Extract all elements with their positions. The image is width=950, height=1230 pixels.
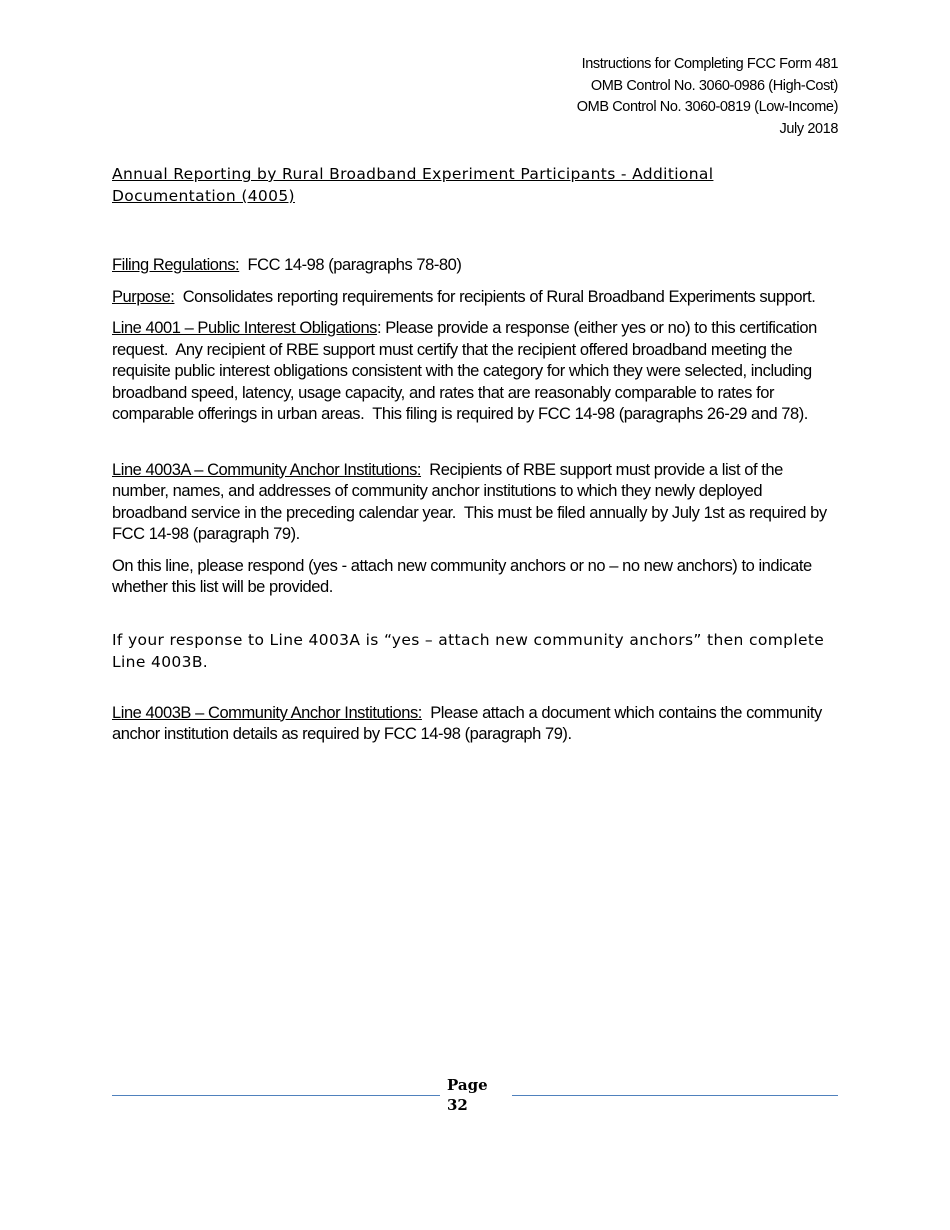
line-4003b-text: Please attach a document which contains the community anchor institution details as required by FCC 14-98 (paragraph 79). (112, 703, 826, 743)
header-omb-low-income: OMB Control No. 3060-0819 (Low-Income) (576, 99, 838, 115)
conditional-note: If your response to Line 4003A is “yes – attach new community anchors” then complete Line 4003B. (112, 630, 825, 671)
purpose-text: Consolidates reporting requirements for recipients of Rural Broadband Experiments support. (174, 287, 816, 306)
line-4001-label: Line 4001 – Public Interest Obligations (112, 319, 377, 337)
document-header (577, 54, 838, 140)
line-4003b-paragraph (112, 703, 840, 746)
purpose-paragraph (112, 287, 840, 309)
filing-regulations-label: Filing Regulations: (112, 256, 240, 274)
filing-regulations-paragraph (112, 255, 840, 277)
line-4003b-label: Line 4003B – Community Anchor Institutions: (112, 703, 422, 722)
purpose-label: Purpose: (112, 287, 175, 306)
filing-regulations-text: FCC 14-98 (paragraphs 78-80) (239, 256, 462, 274)
line-4003a-label: Line 4003A – Community Anchor Institutions: (112, 460, 422, 479)
page-number-block (447, 1075, 488, 1115)
page-label: Page (447, 1076, 488, 1094)
page-footer (112, 1074, 838, 1118)
line-4003a-text: Recipients of RBE support must provide a list of the number, names, and addresses of community anchor institutions to which they newly deployed broadband service in the preceding calendar year. This must be filed annually by July 1st as required by FCC 14-98 (paragraph 79). (112, 460, 831, 543)
section-title: Annual Reporting by Rural Broadband Experiment Participants - Additional Documentation (4005) (112, 165, 714, 205)
line-4003a-respond-paragraph: On this line, please respond (yes - attach new community anchors or no – no new anchors) to indicate whether this list will be provided. (112, 556, 812, 596)
footer-rule-left (112, 1095, 440, 1096)
header-form-title: Instructions for Completing FCC Form 481 (581, 56, 838, 72)
line-4001-text: : Please provide a response (either yes or no) to this certification request. Any recipient of RBE support must certify that the recipient offered broadband meeting the requisite public interest obligations consistent with the category for which they were selected, including broadband speed, latency, usage capacity, and rates that are reasonably comparable to rates for comparable offerings in urban areas. This filing is required by FCC 14-98 (paragraphs 26-29 and 78). (112, 319, 821, 423)
line-4003a-paragraph (112, 460, 840, 546)
page-number: 32 (447, 1096, 468, 1114)
header-date: July 2018 (779, 120, 838, 137)
footer-rule-right (512, 1095, 838, 1096)
document-body (112, 163, 840, 756)
header-omb-high-cost: OMB Control No. 3060-0986 (High-Cost) (590, 77, 838, 94)
line-4001-paragraph (112, 318, 840, 426)
